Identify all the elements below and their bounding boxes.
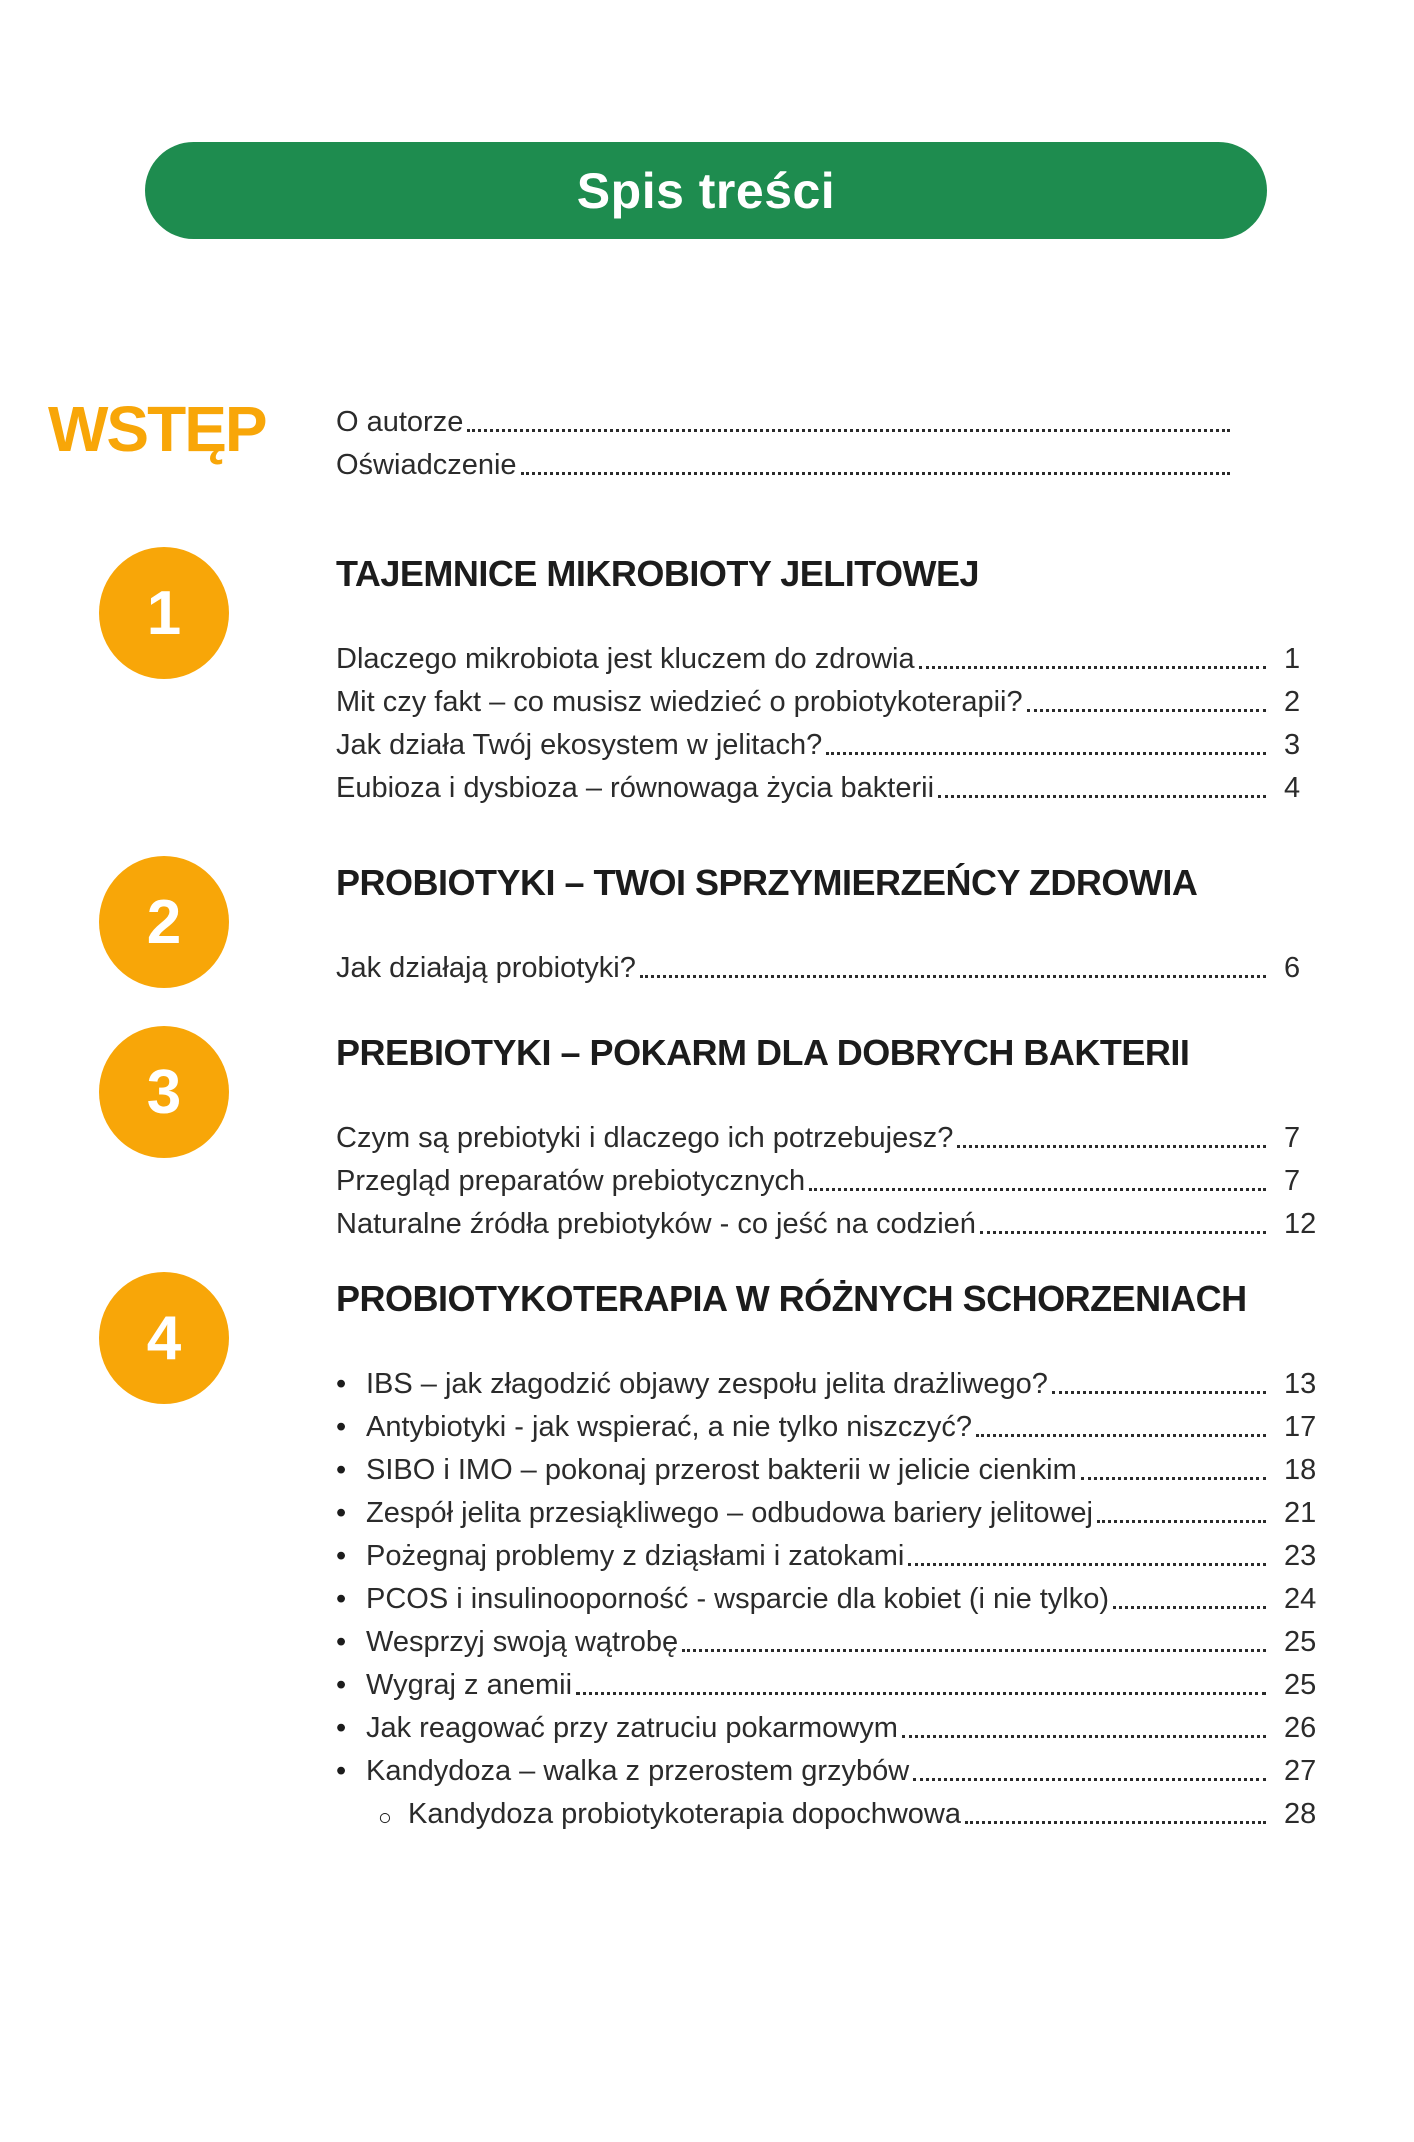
toc-entry-title: Czym są prebiotyki i dlaczego ich potrzebujesz? <box>336 1122 954 1155</box>
toc-entry-page: 18 <box>1284 1454 1317 1487</box>
toc-entry-title: Mit czy fakt – co musisz wiedzieć o probiotykoterapii? <box>336 686 1023 719</box>
toc-entry-page: 28 <box>1284 1798 1317 1831</box>
toc-row <box>336 440 1322 483</box>
toc-entry-title: Oświadczenie <box>336 449 517 482</box>
chapter-heading: PROBIOTYKOTERAPIA W RÓŻNYCH SCHORZENIACH <box>336 1278 1247 1319</box>
toc-row <box>336 634 1322 677</box>
toc-entry-title: Przegląd preparatów prebiotycznych <box>336 1165 806 1198</box>
toc-entry-title: Jak działa Twój ekosystem w jelitach? <box>336 729 823 762</box>
toc-entry-title: SIBO i IMO – pokonaj przerost bakterii w jelicie cienkim <box>366 1454 1077 1487</box>
toc-entry-title: O autorze <box>336 406 464 439</box>
toc-row-sub <box>336 1789 1322 1832</box>
toc-entry-title: Zespół jelita przesiąkliwego – odbudowa bariery jelitowej <box>366 1497 1093 1530</box>
toc-entry-page: 25 <box>1284 1626 1317 1659</box>
chapter-heading: PROBIOTYKI – TWOI SPRZYMIERZEŃCY ZDROWIA <box>336 862 1198 903</box>
chapter-number-column <box>48 862 336 988</box>
dot-leader <box>976 1434 1266 1437</box>
chapter-heading: TAJEMNICE MIKROBIOTY JELITOWEJ <box>336 553 980 594</box>
toc-row <box>336 763 1322 806</box>
dot-leader <box>1081 1477 1266 1480</box>
chapter-number-column <box>48 553 336 679</box>
toc-entry-page: 27 <box>1284 1755 1317 1788</box>
bullet-icon: • <box>336 1497 347 1530</box>
toc-row <box>336 1199 1322 1242</box>
dot-leader <box>576 1692 1266 1695</box>
dot-leader <box>1052 1391 1266 1394</box>
toc-row <box>336 1703 1322 1746</box>
page-title-banner <box>145 142 1267 239</box>
chapter-content <box>336 1278 1322 1832</box>
toc-entry-page: 7 <box>1284 1122 1301 1155</box>
toc-row <box>336 1617 1322 1660</box>
toc-entry-page: 21 <box>1284 1497 1317 1530</box>
toc-entry-title: Dlaczego mikrobiota jest kluczem do zdrowia <box>336 643 915 676</box>
dot-leader <box>919 666 1266 669</box>
toc-entry-page: 17 <box>1284 1411 1317 1444</box>
toc-row <box>336 677 1322 720</box>
bullet-icon: • <box>336 1368 347 1401</box>
bullet-icon: • <box>336 1626 347 1659</box>
bullet-icon: • <box>336 1669 347 1702</box>
dot-leader <box>826 752 1266 755</box>
chapter-number-column <box>48 1278 336 1404</box>
intro-section <box>0 393 1414 483</box>
chapter-number-badge: 1 <box>99 547 229 679</box>
dot-leader <box>913 1778 1266 1781</box>
bullet-icon: • <box>336 1755 347 1788</box>
toc-row <box>336 1660 1322 1703</box>
toc-entry-page: 3 <box>1284 729 1301 762</box>
intro-label: WSTĘP <box>48 393 266 465</box>
dot-leader <box>965 1821 1266 1824</box>
dot-leader <box>640 975 1266 978</box>
toc-row <box>336 943 1322 986</box>
toc-row <box>336 1531 1322 1574</box>
chapter-section-1 <box>0 553 1414 806</box>
intro-label-column <box>48 393 336 465</box>
chapter-content <box>336 862 1322 986</box>
circle-bullet-icon: ○ <box>378 1804 392 1831</box>
toc-entry-title: Wesprzyj swoją wątrobę <box>366 1626 679 1659</box>
toc-entry-title: PCOS i insulinooporność - wsparcie dla kobiet (i nie tylko) <box>366 1583 1110 1616</box>
bullet-icon: • <box>336 1454 347 1487</box>
toc-entry-page: 13 <box>1284 1368 1317 1401</box>
dot-leader <box>957 1145 1266 1148</box>
toc-entry-title: Naturalne źródła prebiotyków - co jeść na codzień <box>336 1208 976 1241</box>
toc-entry-page: 25 <box>1284 1669 1317 1702</box>
toc-row <box>336 1156 1322 1199</box>
toc-entry-page: 6 <box>1284 952 1301 985</box>
toc-entry-title: Eubioza i dysbioza – równowaga życia bakterii <box>336 772 935 805</box>
toc-entry-title: Pożegnaj problemy z dziąsłami i zatokami <box>366 1540 905 1573</box>
toc-entry-page: 4 <box>1284 772 1301 805</box>
toc-row <box>336 1113 1322 1156</box>
toc-entry-page: 23 <box>1284 1540 1317 1573</box>
chapter-number-badge: 3 <box>99 1026 229 1158</box>
page-title: Spis treści <box>576 162 836 219</box>
toc-entry-title: Jak działają probiotyki? <box>336 952 636 985</box>
chapter-number-badge: 4 <box>99 1272 229 1404</box>
dot-leader <box>908 1563 1266 1566</box>
toc-entry-title: Wygraj z anemii <box>366 1669 573 1702</box>
toc-entry-title: IBS – jak złagodzić objawy zespołu jelita drażliwego? <box>366 1368 1048 1401</box>
toc-row <box>336 1402 1322 1445</box>
chapter-section-4 <box>0 1278 1414 1832</box>
toc-row <box>336 720 1322 763</box>
dot-leader <box>682 1649 1266 1652</box>
bullet-icon: • <box>336 1540 347 1573</box>
bullet-icon: • <box>336 1411 347 1444</box>
dot-leader <box>938 795 1266 798</box>
chapter-number-column <box>48 1032 336 1158</box>
toc-entry-page: 2 <box>1284 686 1301 719</box>
toc-row <box>336 1746 1322 1789</box>
bullet-icon: • <box>336 1583 347 1616</box>
dot-leader <box>980 1231 1266 1234</box>
toc-row <box>336 1359 1322 1402</box>
chapter-content <box>336 1032 1322 1242</box>
dot-leader <box>902 1735 1266 1738</box>
bullet-icon: • <box>336 1712 347 1745</box>
toc-entry-title: Kandydoza probiotykoterapia dopochwowa <box>408 1798 961 1831</box>
toc-entry-title: Antybiotyki - jak wspierać, a nie tylko niszczyć? <box>366 1411 972 1444</box>
toc-entry-page: 12 <box>1284 1208 1317 1241</box>
toc-entry-title: Kandydoza – walka z przerostem grzybów <box>366 1755 910 1788</box>
toc-row <box>336 1488 1322 1531</box>
dot-leader <box>1113 1606 1266 1609</box>
intro-rows <box>336 397 1322 483</box>
toc-entry-page: 26 <box>1284 1712 1317 1745</box>
dot-leader <box>1097 1520 1266 1523</box>
toc-entry-page: 24 <box>1284 1583 1317 1616</box>
toc-entry-page: 7 <box>1284 1165 1301 1198</box>
chapter-section-3 <box>0 1032 1414 1242</box>
dot-leader <box>467 429 1230 432</box>
chapter-content <box>336 553 1322 806</box>
toc-entry-page: 1 <box>1284 643 1301 676</box>
toc-row <box>336 1445 1322 1488</box>
toc-row <box>336 397 1322 440</box>
toc-page <box>0 142 1414 2142</box>
dot-leader <box>809 1188 1266 1191</box>
chapter-number-badge: 2 <box>99 856 229 988</box>
dot-leader <box>521 472 1230 475</box>
toc-entry-title: Jak reagować przy zatruciu pokarmowym <box>366 1712 898 1745</box>
dot-leader <box>1027 709 1266 712</box>
chapter-heading: PREBIOTYKI – POKARM DLA DOBRYCH BAKTERII <box>336 1032 1190 1073</box>
toc-row <box>336 1574 1322 1617</box>
chapter-section-2 <box>0 862 1414 988</box>
